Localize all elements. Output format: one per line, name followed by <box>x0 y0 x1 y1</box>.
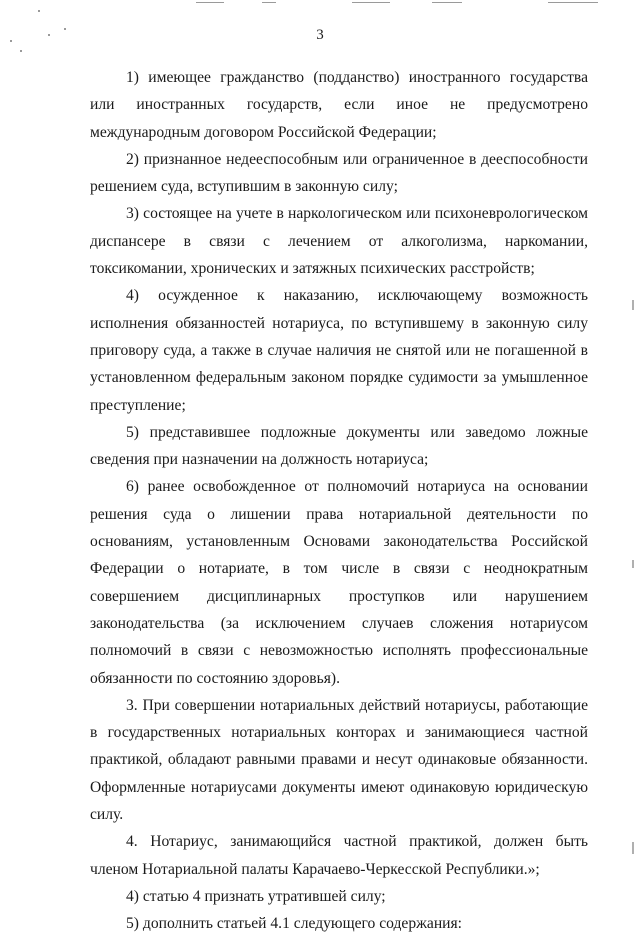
scan-speck <box>38 10 40 12</box>
scan-artifact <box>262 2 276 3</box>
scan-artifact <box>196 2 224 3</box>
paragraph-section-3: 3. При совершении нотариальных действий нотариусы, работающие в государственных нотариальных конторах и занимающиеся частной практикой, обладают равными правами и несут одинаковые обязанности. Оформленные нотариусами документы имеют одинаковую юридическую силу. <box>90 696 588 824</box>
page-number: 3 <box>316 27 324 43</box>
scan-edge-mark <box>632 300 634 310</box>
document-body <box>90 64 588 938</box>
scan-artifact <box>432 2 462 3</box>
paragraph-item-2: 2) признанное недееспособным или ограниченное в дееспособности решением суда, вступившим в законную силу; <box>90 150 588 196</box>
scan-speck <box>20 50 22 52</box>
paragraph-item-3: 3) состоящее на учете в наркологическом или психоневрологическом диспансере в связи с лечением от алкоголизма, наркомании, токсикомании, хронических и затяжных психических расстройств; <box>90 205 588 278</box>
paragraph-section-4: 4. Нотариус, занимающийся частной практикой, должен быть членом Нотариальной палаты Карачаево-Черкесской Республики.»; <box>90 833 588 878</box>
scan-artifact <box>352 2 390 3</box>
scan-edge-mark <box>632 842 634 854</box>
scan-edge-mark <box>632 560 634 568</box>
paragraph-amendment-5: 5) дополнить статьей 4.1 следующего содержания: <box>126 915 463 933</box>
paragraph-item-1: 1) имеющее гражданство (подданство) иностранного государства или иностранных государств, если иное не предусмотрено международным договором Российской Федерации; <box>90 69 588 141</box>
scan-artifact <box>548 2 598 3</box>
paragraph-item-4: 4) осужденное к наказанию, исключающему возможность исполнения обязанностей нотариуса, по вступившему в законную силу приговору суда, а также в случае наличия не снятой или не погашенной в установленном федеральным законом порядке судимости за умышленное преступление; <box>90 287 588 414</box>
paragraph-amendment-4: 4) статью 4 признать утратившей силу; <box>126 887 386 905</box>
paragraph-item-5: 5) представившее подложные документы или заведомо ложные сведения при назначении на должность нотариуса; <box>90 423 588 469</box>
paragraph-item-6: 6) ранее освобожденное от полномочий нотариуса на основании решения суда о лишении права нотариальной деятельности по основаниям, установленным Основами законодательства Российской Федерации о нотариате, в том числе в связи с неоднократным совершением дисциплинарных проступков или нарушением законодательства (за исключением случаев сложения нотариусом полномочий в связи с невозможностью исполнять профессиональные обязанности по состоянию здоровья). <box>90 478 588 687</box>
